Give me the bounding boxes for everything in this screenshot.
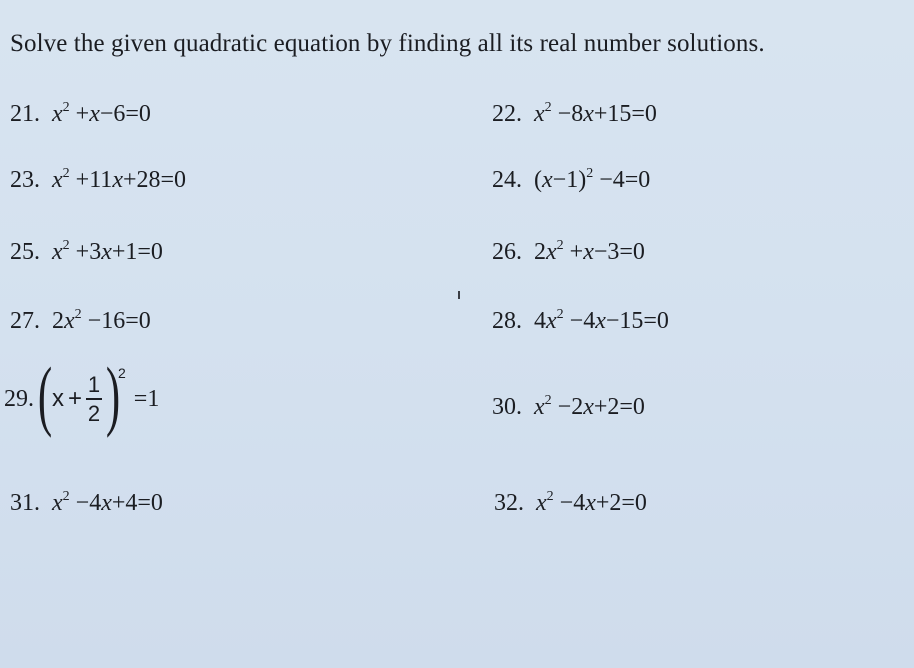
problem-number: 28.: [492, 308, 522, 334]
problem-26: [492, 239, 645, 266]
problem-28: [492, 308, 669, 335]
problem-equation: $x^2 -2x+2=0$: [534, 393, 645, 420]
problem-equation: $2x^2 -16=0$: [52, 307, 151, 334]
problem-number: 27.: [10, 308, 40, 334]
outer-exponent: 2: [117, 365, 126, 381]
instruction-text: Solve the given quadratic equation by finding all its real number solutions.: [10, 30, 765, 57]
left-paren: (: [37, 351, 53, 438]
problem-equation: $x^2 +11x+28=0$: [52, 166, 187, 193]
problem-32: [494, 490, 647, 517]
plus-sign: +: [67, 385, 82, 412]
problem-23: [10, 167, 186, 194]
problem-number: 30.: [492, 394, 522, 420]
problem-21: [10, 101, 151, 128]
problem-number: 32.: [494, 490, 524, 516]
problem-number: 22.: [492, 101, 522, 127]
problem-equation: $4x^2 -4x-15=0$: [534, 307, 669, 334]
problem-equation: $x^2 +3x+1=0$: [52, 238, 163, 265]
fraction-numerator: 1: [87, 372, 101, 398]
problem-equation: $x^2 -4x+2=0$: [536, 489, 647, 516]
problem-equation: $(x-1)^2 -4=0$: [534, 166, 651, 193]
problem-number: 31.: [10, 490, 40, 516]
fraction: [86, 373, 102, 425]
problem-number: 23.: [10, 167, 40, 193]
problem-30: [492, 394, 645, 421]
problem-25: [10, 239, 163, 266]
problem-31: [10, 490, 163, 517]
problem-number: 24.: [492, 167, 522, 193]
fraction-bar: [86, 398, 102, 400]
problem-number: 25.: [10, 239, 40, 265]
variable-x: x: [51, 385, 64, 412]
problem-27: [10, 308, 151, 335]
problem-number: 26.: [492, 239, 522, 265]
right-hand-side: =1: [133, 385, 160, 412]
problem-equation: $x^2 -8x+15=0$: [534, 100, 657, 127]
right-paren: ): [105, 351, 121, 438]
problem-22: [492, 101, 657, 128]
stray-mark: [458, 291, 460, 299]
problem-number: 21.: [10, 101, 40, 127]
problem-equation: $x^2 +x-6=0$: [52, 100, 151, 127]
problem-equation: $2x^2 +x-3=0$: [534, 238, 645, 265]
fraction-denominator: 2: [87, 400, 101, 426]
problem-number: 29.: [4, 385, 34, 412]
problem-equation: [37, 351, 160, 438]
problem-29: [4, 351, 160, 438]
problem-24: [492, 167, 650, 194]
problem-equation: $x^2 -4x+4=0$: [52, 489, 163, 516]
